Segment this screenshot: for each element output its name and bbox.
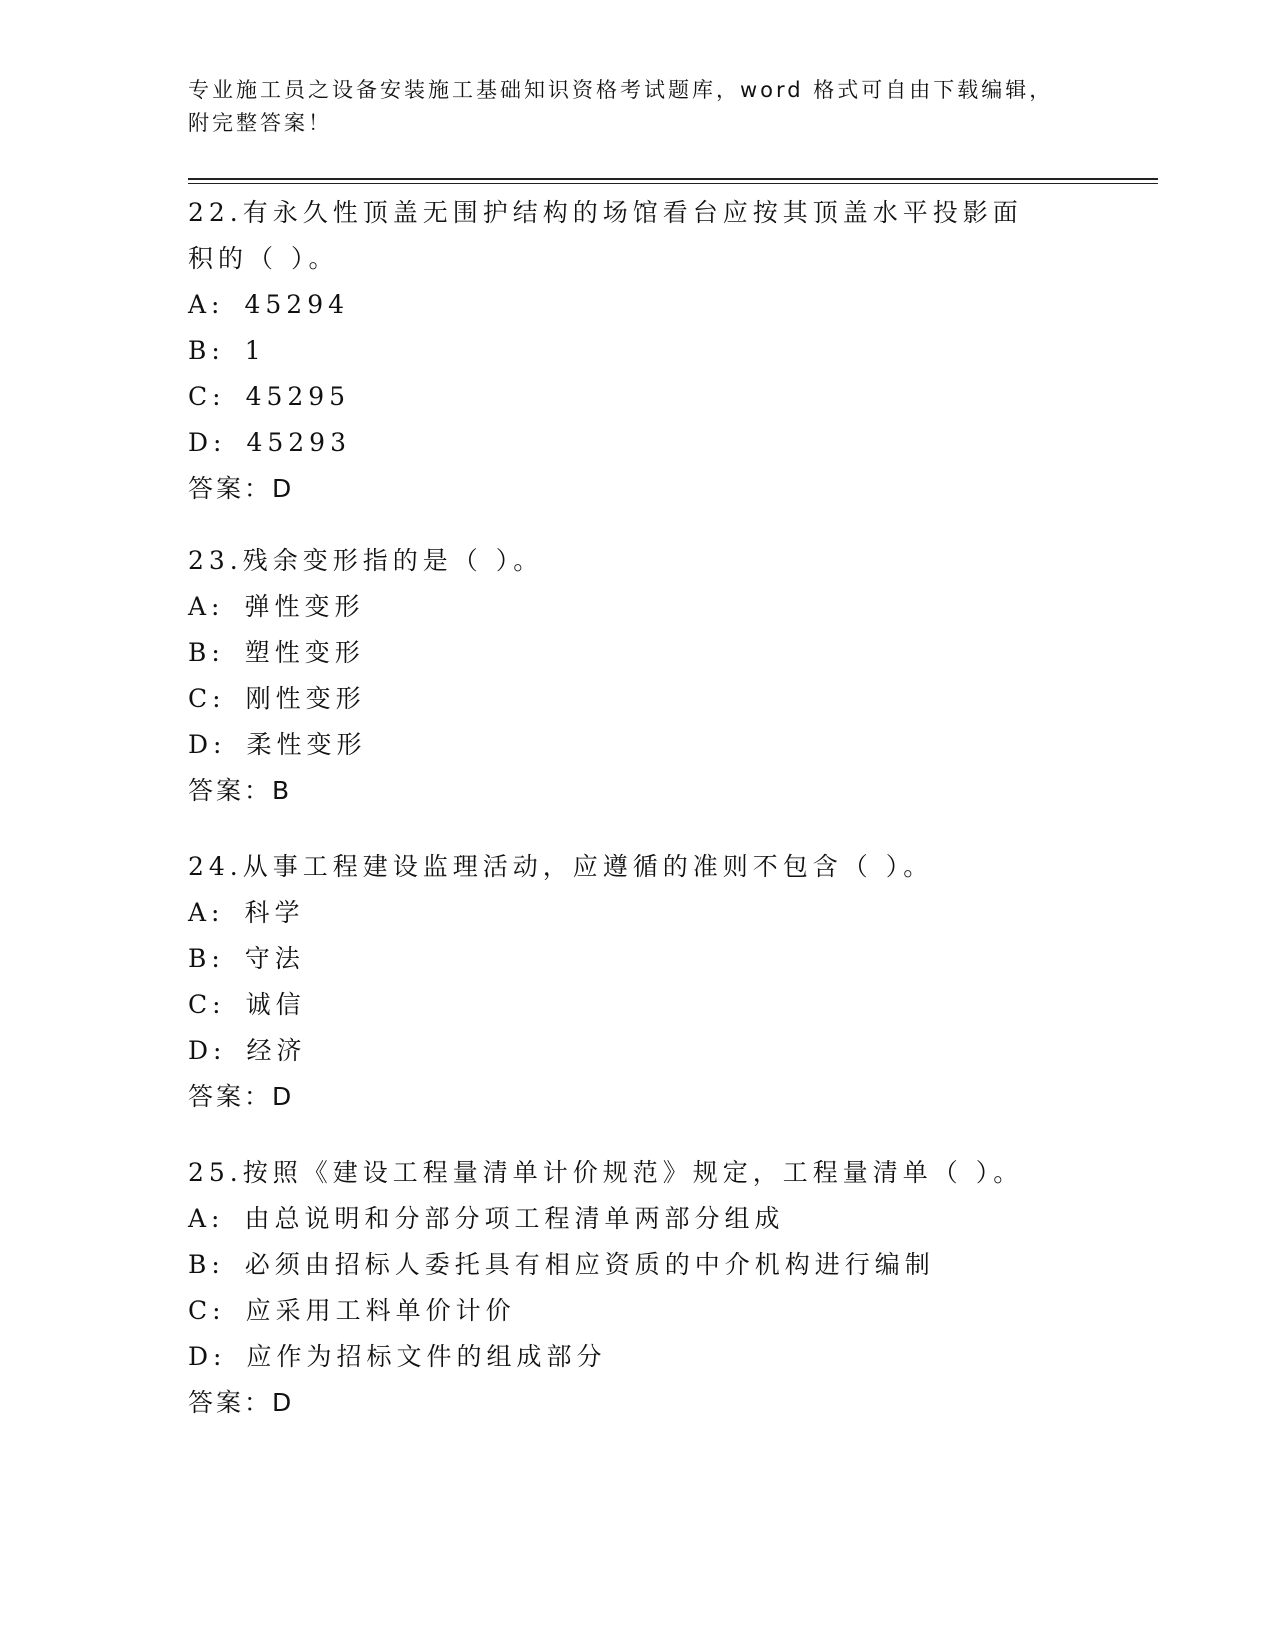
- answer-line: [188, 768, 1088, 814]
- option-key: D:: [188, 428, 227, 457]
- option-b: [188, 328, 1088, 374]
- option-c: [188, 374, 1088, 420]
- option-key: D:: [188, 1342, 227, 1371]
- option-text: 经济: [246, 1036, 307, 1065]
- header-line-1: 专业施工员之设备安装施工基础知识资格考试题库，word 格式可自由下载编辑，: [188, 78, 1054, 102]
- option-b: [188, 936, 1088, 982]
- option-text: 45293: [246, 428, 351, 457]
- document-header: [188, 74, 1088, 140]
- option-text: 刚性变形: [245, 684, 366, 713]
- option-text: 45295: [245, 382, 351, 411]
- option-text: 应作为招标文件的组成部分: [246, 1342, 607, 1371]
- answer-label: 答案：: [188, 776, 273, 805]
- option-key: C:: [188, 990, 226, 1019]
- option-key: A:: [188, 290, 225, 319]
- answer-line: [188, 466, 1088, 512]
- option-b: [188, 1242, 1088, 1288]
- option-c: [188, 982, 1088, 1028]
- option-text: 1: [244, 336, 266, 365]
- option-b: [188, 630, 1088, 676]
- answer-line: [188, 1074, 1088, 1120]
- answer-value: D: [272, 474, 295, 503]
- answer-line: [188, 1380, 1088, 1426]
- header-line-2: 附完整答案！: [188, 111, 332, 135]
- answer-label: 答案：: [188, 1388, 273, 1417]
- question-24: [188, 844, 1088, 1120]
- header-divider-thick: [188, 178, 1158, 180]
- option-a: [188, 890, 1088, 936]
- option-text: 弹性变形: [244, 592, 365, 621]
- option-text: 诚信: [245, 990, 306, 1019]
- option-key: C:: [188, 684, 226, 713]
- question-23: [188, 538, 1088, 814]
- option-a: [188, 282, 1088, 328]
- option-text: 45294: [244, 290, 350, 319]
- question-stem: 23.残余变形指的是（ ）。: [188, 546, 544, 575]
- question-stem: 22.有永久性顶盖无围护结构的场馆看台应按其顶盖水平投影面积的（ ）。: [188, 198, 1023, 273]
- option-key: A:: [188, 898, 225, 927]
- option-text: 柔性变形: [246, 730, 367, 759]
- option-key: C:: [188, 1296, 226, 1325]
- option-d: [188, 1334, 1088, 1380]
- option-key: A:: [188, 592, 225, 621]
- option-key: B:: [188, 944, 225, 973]
- option-text: 科学: [244, 898, 305, 927]
- option-a: [188, 1196, 1088, 1242]
- answer-value: B: [272, 776, 293, 805]
- answer-label: 答案：: [188, 1082, 273, 1111]
- option-text: 塑性变形: [244, 638, 365, 667]
- option-key: B:: [188, 1250, 225, 1279]
- option-d: [188, 722, 1088, 768]
- question-22: [188, 190, 1088, 512]
- option-c: [188, 1288, 1088, 1334]
- option-key: C:: [188, 382, 226, 411]
- option-c: [188, 676, 1088, 722]
- option-text: 由总说明和分部分项工程清单两部分组成: [244, 1204, 785, 1233]
- answer-value: D: [272, 1082, 295, 1111]
- option-key: B:: [188, 638, 225, 667]
- option-key: B:: [188, 336, 225, 365]
- answer-value: D: [272, 1388, 295, 1417]
- answer-label: 答案：: [188, 474, 273, 503]
- option-text: 应采用工料单价计价: [245, 1296, 516, 1325]
- option-key: D:: [188, 730, 227, 759]
- question-25: [188, 1150, 1088, 1426]
- header-divider-thin: [188, 183, 1158, 184]
- option-text: 守法: [244, 944, 305, 973]
- option-key: A:: [188, 1204, 225, 1233]
- question-stem: 25.按照《建设工程量清单计价规范》规定，工程量清单（ ）。: [188, 1158, 1024, 1187]
- option-d: [188, 1028, 1088, 1074]
- option-d: [188, 420, 1088, 466]
- question-stem: 24.从事工程建设监理活动，应遵循的准则不包含（ ）。: [188, 852, 934, 881]
- option-key: D:: [188, 1036, 227, 1065]
- option-a: [188, 584, 1088, 630]
- option-text: 必须由招标人委托具有相应资质的中介机构进行编制: [244, 1250, 935, 1279]
